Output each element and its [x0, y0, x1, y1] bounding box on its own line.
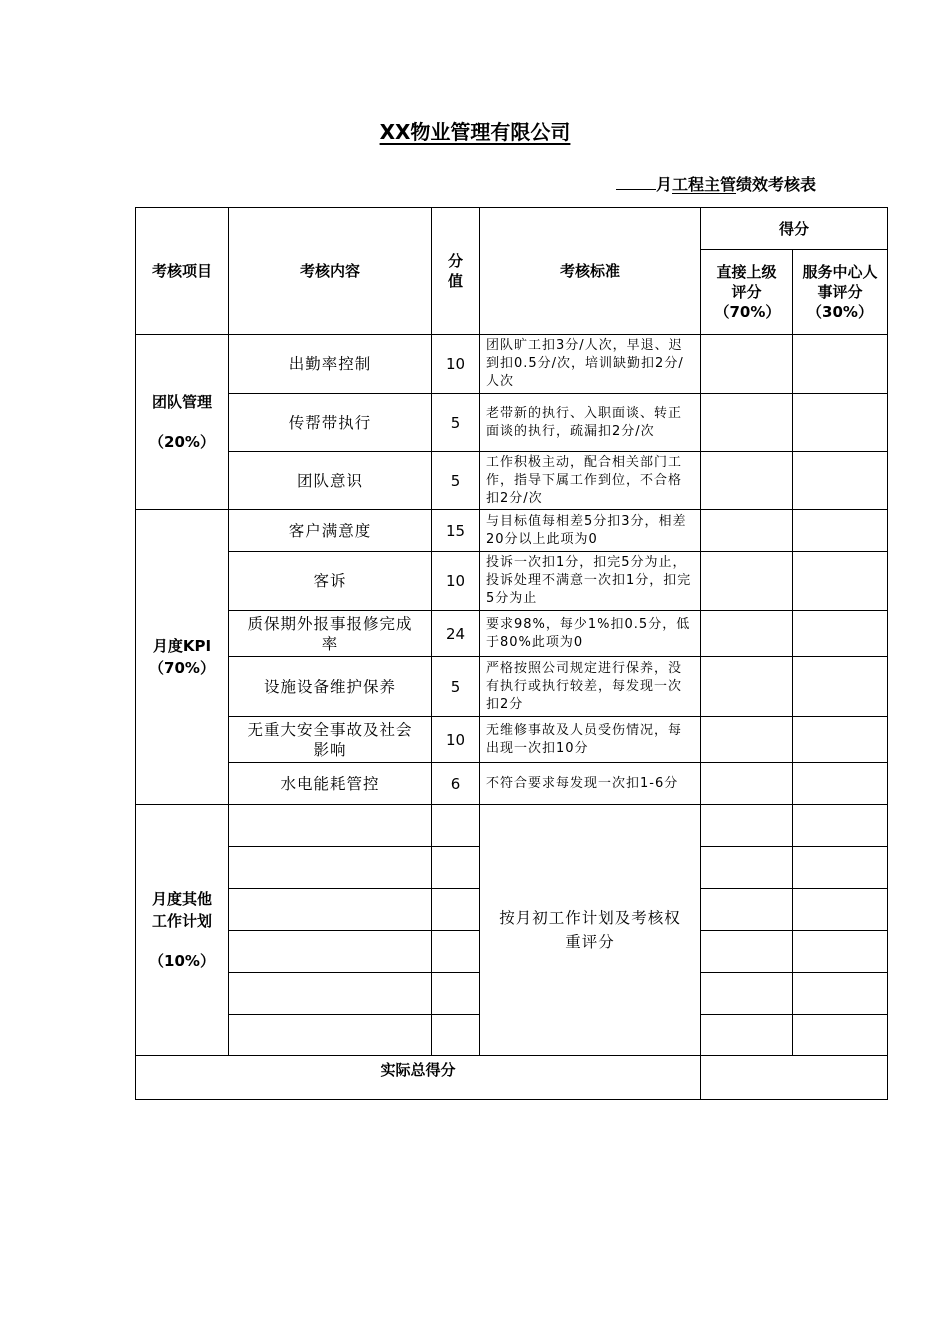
- header-standard: 考核标准: [480, 208, 701, 335]
- row-standard: 老带新的执行、入职面谈、转正面谈的执行，疏漏扣2分/次: [480, 394, 701, 452]
- hr-score-cell[interactable]: [793, 805, 888, 847]
- supervisor-score-cell[interactable]: [701, 889, 793, 931]
- row-content: 客户满意度: [229, 510, 432, 552]
- plan-content-cell[interactable]: [229, 931, 432, 973]
- hr-score-cell[interactable]: [793, 973, 888, 1015]
- row-value: 10: [432, 552, 480, 611]
- supervisor-score-cell[interactable]: [701, 973, 793, 1015]
- supervisor-score-cell[interactable]: [701, 657, 793, 717]
- row-content: 传帮带执行: [229, 394, 432, 452]
- plan-standard: 按月初工作计划及考核权重评分: [480, 805, 701, 1056]
- plan-value-cell[interactable]: [432, 805, 480, 847]
- plan-value-cell[interactable]: [432, 847, 480, 889]
- row-value: 10: [432, 717, 480, 763]
- supervisor-score-cell[interactable]: [701, 510, 793, 552]
- row-content: 出勤率控制: [229, 335, 432, 394]
- row-standard: 严格按照公司规定进行保养，没有执行或执行较差，每发现一次扣2分: [480, 657, 701, 717]
- plan-value-cell[interactable]: [432, 889, 480, 931]
- hr-score-cell[interactable]: [793, 717, 888, 763]
- plan-content-cell[interactable]: [229, 973, 432, 1015]
- supervisor-score-cell[interactable]: [701, 552, 793, 611]
- hr-score-cell[interactable]: [793, 510, 888, 552]
- header-score: 得分: [701, 208, 888, 250]
- hr-score-cell[interactable]: [793, 335, 888, 394]
- plan-value-cell[interactable]: [432, 973, 480, 1015]
- supervisor-score-cell[interactable]: [701, 763, 793, 805]
- row-standard: 投诉一次扣1分，扣完5分为止，投诉处理不满意一次扣1分，扣完5分为止: [480, 552, 701, 611]
- plan-value-cell[interactable]: [432, 1015, 480, 1056]
- header-value: 分值: [432, 208, 480, 335]
- plan-content-cell[interactable]: [229, 1015, 432, 1056]
- assessment-table: [135, 207, 888, 1100]
- row-standard: 团队旷工扣3分/人次，早退、迟到扣0.5分/次，培训缺勤扣2分/人次: [480, 335, 701, 394]
- row-value: 24: [432, 611, 480, 657]
- row-content: 设施设备维护保养: [229, 657, 432, 717]
- row-value: 10: [432, 335, 480, 394]
- plan-content-cell[interactable]: [229, 847, 432, 889]
- supervisor-score-cell[interactable]: [701, 847, 793, 889]
- hr-score-cell[interactable]: [793, 1015, 888, 1056]
- supervisor-score-cell[interactable]: [701, 717, 793, 763]
- page-title: XX物业管理有限公司: [379, 120, 571, 144]
- row-content: 客诉: [229, 552, 432, 611]
- row-value: 5: [432, 394, 480, 452]
- supervisor-score-cell[interactable]: [701, 931, 793, 973]
- hr-score-cell[interactable]: [793, 763, 888, 805]
- supervisor-score-cell[interactable]: [701, 805, 793, 847]
- hr-score-cell[interactable]: [793, 657, 888, 717]
- supervisor-score-cell[interactable]: [701, 452, 793, 510]
- row-standard: 工作积极主动，配合相关部门工作，指导下属工作到位，不合格扣2分/次: [480, 452, 701, 510]
- row-standard: 与目标值每相差5分扣3分，相差20分以上此项为0: [480, 510, 701, 552]
- plan-value-cell[interactable]: [432, 931, 480, 973]
- month-blank: [616, 175, 656, 190]
- header-item: 考核项目: [136, 208, 229, 335]
- row-value: 15: [432, 510, 480, 552]
- row-standard: 要求98%，每少1%扣0.5分，低于80%此项为0: [480, 611, 701, 657]
- row-content: 水电能耗管控: [229, 763, 432, 805]
- supervisor-score-cell[interactable]: [701, 394, 793, 452]
- hr-score-cell[interactable]: [793, 552, 888, 611]
- row-content: 团队意识: [229, 452, 432, 510]
- row-value: 6: [432, 763, 480, 805]
- hr-score-cell[interactable]: [793, 889, 888, 931]
- hr-score-cell[interactable]: [793, 847, 888, 889]
- row-value: 5: [432, 452, 480, 510]
- supervisor-score-cell[interactable]: [701, 1015, 793, 1056]
- form-subtitle: 月工程主管绩效考核表: [616, 172, 816, 195]
- row-value: 5: [432, 657, 480, 717]
- supervisor-score-cell[interactable]: [701, 611, 793, 657]
- category-team: 团队管理 （20%）: [136, 335, 229, 510]
- row-content: 无重大安全事故及社会影响: [229, 717, 432, 763]
- category-kpi: 月度KPI （70%）: [136, 510, 229, 805]
- row-standard: 不符合要求每发现一次扣1-6分: [480, 763, 701, 805]
- hr-score-cell[interactable]: [793, 611, 888, 657]
- total-score-cell[interactable]: [701, 1056, 888, 1100]
- header-content: 考核内容: [229, 208, 432, 335]
- header-supervisor-score: 直接上级评分（70%）: [701, 250, 793, 335]
- hr-score-cell[interactable]: [793, 452, 888, 510]
- supervisor-score-cell[interactable]: [701, 335, 793, 394]
- plan-content-cell[interactable]: [229, 889, 432, 931]
- hr-score-cell[interactable]: [793, 394, 888, 452]
- category-other: 月度其他工作计划 （10%）: [136, 805, 229, 1056]
- total-score-label: 实际总得分: [136, 1056, 701, 1100]
- header-hr-score: 服务中心人事评分（30%）: [793, 250, 888, 335]
- plan-content-cell[interactable]: [229, 805, 432, 847]
- row-content: 质保期外报事报修完成率: [229, 611, 432, 657]
- hr-score-cell[interactable]: [793, 931, 888, 973]
- row-standard: 无维修事故及人员受伤情况，每出现一次扣10分: [480, 717, 701, 763]
